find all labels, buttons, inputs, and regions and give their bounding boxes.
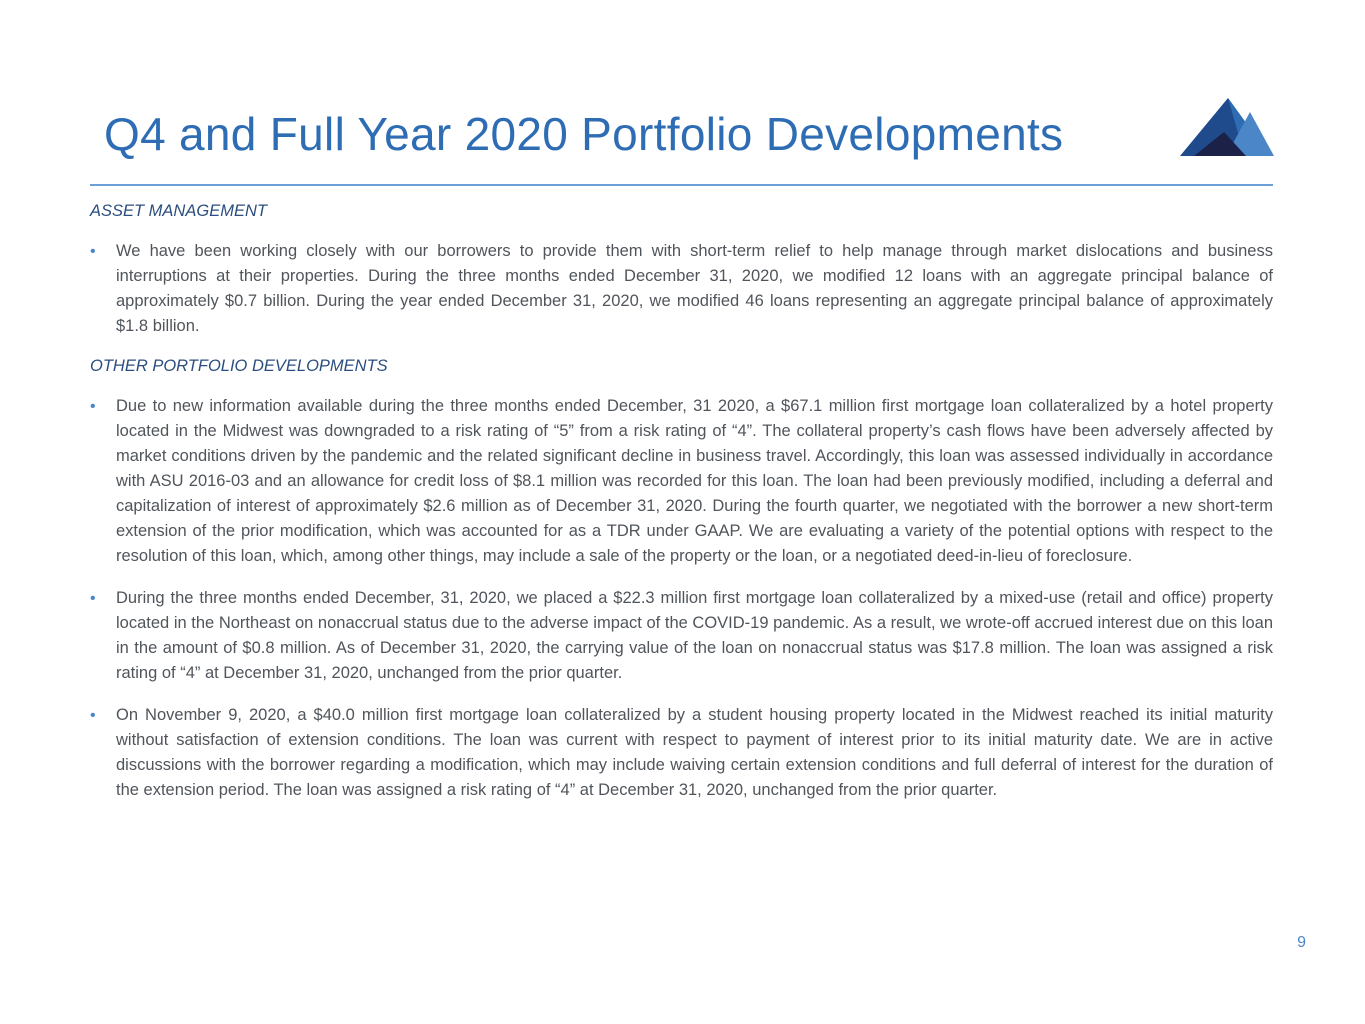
bullet-icon: • xyxy=(90,590,96,607)
section-heading-asset-management: ASSET MANAGEMENT xyxy=(90,202,267,220)
bullet-item xyxy=(90,703,1273,803)
bullet-icon: • xyxy=(90,707,96,724)
bullet-item xyxy=(90,394,1273,569)
bullet-icon: • xyxy=(90,243,96,260)
title-divider xyxy=(90,184,1273,186)
bullet-text: Due to new information available during the three months ended December, 31 2020, a $67.1 million first mortgage loan collateralized by a hotel property located in the Midwest was downgraded to a risk rating of “5” from a risk rating of “4”. The collateral property’s cash flows have been adversely affected by market conditions driven by the pandemic and the related significant decline in business travel. Accordingly, this loan was assessed individually in accordance with ASU 2016-03 and an allowance for credit loss of $8.1 million was recorded for this loan. The loan had been previously modified, including a deferral and capitalization of interest of approximately $2.6 million as of December 31, 2020. During the fourth quarter, we negotiated with the borrower a new short-term extension of the prior modification, which was accounted for as a TDR under GAAP. We are evaluating a variety of the potential options with respect to the resolution of this loan, which, among other things, may include a sale of the property or the loan, or a negotiated deed-in-lieu of foreclosure. xyxy=(116,397,1273,565)
slide-content xyxy=(90,200,1273,803)
bullet-text: On November 9, 2020, a $40.0 million first mortgage loan collateralized by a student housing property located in the Midwest reached its initial maturity without satisfaction of extension conditions. The loan was current with respect to payment of interest prior to its initial maturity date. We are in active discussions with the borrower regarding a modification, which may include waiving certain extension conditions and full deferral of interest for the duration of the extension period. The loan was assigned a risk rating of “4” at December 31, 2020, unchanged from the prior quarter. xyxy=(116,706,1273,799)
section-heading-other-developments: OTHER PORTFOLIO DEVELOPMENTS xyxy=(90,357,388,375)
asset-management-bullets xyxy=(90,239,1273,339)
bullet-text: During the three months ended December, 31, 2020, we placed a $22.3 million first mortgage loan collateralized by a mixed-use (retail and office) property located in the Northeast on nonaccrual status due to the adverse impact of the COVID-19 pandemic. As a result, we wrote-off accrued interest due on this loan in the amount of $0.8 million. As of December 31, 2020, the carrying value of the loan on nonaccrual status was $17.8 million. The loan was assigned a risk rating of “4” at December 31, 2020, unchanged from the prior quarter. xyxy=(116,589,1273,682)
bullet-item xyxy=(90,586,1273,686)
page-title: Q4 and Full Year 2020 Portfolio Developments xyxy=(104,108,1064,160)
bullet-item xyxy=(90,239,1273,339)
bullet-icon: • xyxy=(90,398,96,415)
mountain-logo-icon xyxy=(1180,98,1274,158)
bullet-text: We have been working closely with our borrowers to provide them with short-term relief to help manage through market dislocations and business interruptions at their properties. During the three months ended December 31, 2020, we modified 12 loans with an aggregate principal balance of approximately $0.7 billion. During the year ended December 31, 2020, we modified 46 loans representing an aggregate principal balance of approximately $1.8 billion. xyxy=(116,242,1273,335)
page-number: 9 xyxy=(1297,934,1306,951)
other-developments-bullets xyxy=(90,394,1273,803)
